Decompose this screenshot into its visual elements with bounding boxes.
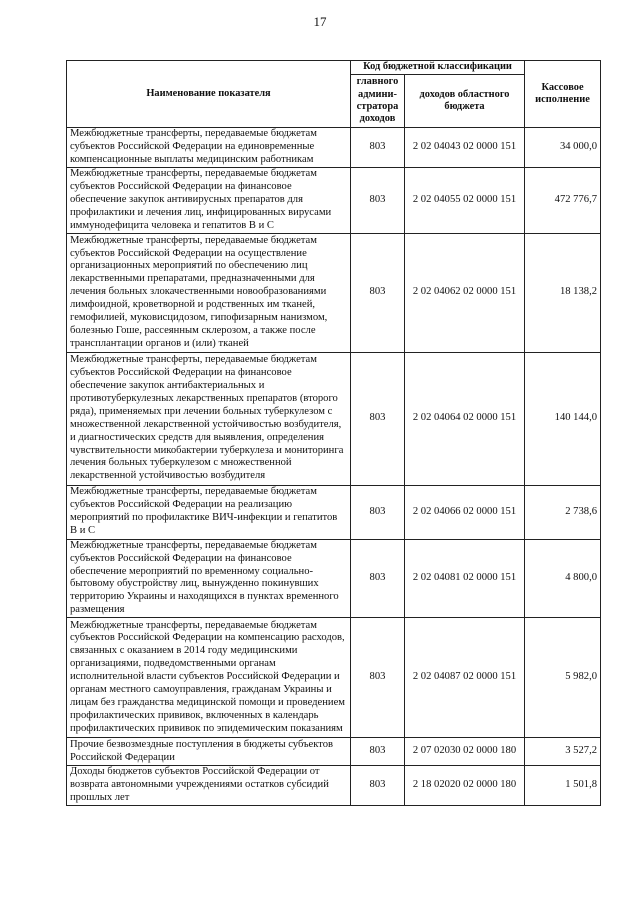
- row-amount: 1 501,8: [525, 766, 601, 806]
- row-admin-code: 803: [351, 167, 405, 233]
- row-amount: 140 144,0: [525, 352, 601, 485]
- table-row: [67, 233, 601, 352]
- row-amount: 5 982,0: [525, 618, 601, 738]
- row-name: Межбюджетные трансферты, передаваемые бюджетам субъектов Российской Федерации на финансовое обеспечение закупок антибактериальных и противотуберкулезных лекарственных препаратов (второго ряда), применяемых при лечении больных туберкулезом с множественной лекарственной устойчивостью возбудителя, и диагностических средств для выявления, определения чувствительности микобактерии туберкулеза и мониторинга лечения больных туберкулезом с множественной лекарственной устойчивостью возбудителя: [67, 352, 351, 485]
- header-income: доходов областного бюджета: [405, 75, 525, 128]
- table-row: [67, 485, 601, 539]
- header-execution: Кассовое исполнение: [525, 61, 601, 128]
- row-name: Межбюджетные трансферты, передаваемые бюджетам субъектов Российской Федерации на компенсацию расходов, связанных с оказанием в 2014 году медицинскими организациями, подведомственными органам исполнительной власти субъектов Российской Федерации и органам местного самоуправления, гражданам Украины и лицам без гражданства медицинской помощи и проведением профилактических прививок, включенных в календарь профилактических прививок по эпидемическим показаниям: [67, 618, 351, 738]
- row-admin-code: 803: [351, 128, 405, 168]
- row-name: Прочие безвозмездные поступления в бюджеты субъектов Российской Федерации: [67, 738, 351, 766]
- row-income-code: 2 02 04066 02 0000 151: [405, 485, 525, 539]
- row-income-code: 2 02 04055 02 0000 151: [405, 167, 525, 233]
- row-amount: 4 800,0: [525, 539, 601, 617]
- row-admin-code: 803: [351, 352, 405, 485]
- row-admin-code: 803: [351, 485, 405, 539]
- table-row: [67, 738, 601, 766]
- row-name: Межбюджетные трансферты, передаваемые бюджетам субъектов Российской Федерации на финансовое обеспечение мероприятий по временному социально-бытовому обустройству лиц, вынужденно покинувших территорию Украины и находящихся в пунктах временного размещения: [67, 539, 351, 617]
- row-amount: 18 138,2: [525, 233, 601, 352]
- row-income-code: 2 07 02030 02 0000 180: [405, 738, 525, 766]
- row-amount: 3 527,2: [525, 738, 601, 766]
- row-name: Межбюджетные трансферты, передаваемые бюджетам субъектов Российской Федерации на реализацию мероприятий по профилактике ВИЧ-инфекции и гепатитов В и С: [67, 485, 351, 539]
- row-income-code: 2 18 02020 02 0000 180: [405, 766, 525, 806]
- row-amount: 472 776,7: [525, 167, 601, 233]
- row-admin-code: 803: [351, 738, 405, 766]
- table-row: [67, 618, 601, 738]
- row-admin-code: 803: [351, 618, 405, 738]
- row-name: Межбюджетные трансферты, передаваемые бюджетам субъектов Российской Федерации на осуществление организационных мероприятий по обеспечению лиц лекарственными препаратами, предназначенными для лечения больных злокачественными новообразованиями лимфоидной, кроветворной и родственных им тканей, гемофилией, муковисцидозом, гипофизарным нанизмом, болезнью Гоше, рассеянным склерозом, а также после трансплантации органов и (или) тканей: [67, 233, 351, 352]
- header-classification: Код бюджетной классификации: [351, 61, 525, 75]
- row-income-code: 2 02 04064 02 0000 151: [405, 352, 525, 485]
- row-income-code: 2 02 04043 02 0000 151: [405, 128, 525, 168]
- row-income-code: 2 02 04062 02 0000 151: [405, 233, 525, 352]
- row-admin-code: 803: [351, 766, 405, 806]
- row-admin-code: 803: [351, 233, 405, 352]
- page-number: 17: [313, 14, 327, 29]
- row-amount: 2 738,6: [525, 485, 601, 539]
- table-row: [67, 167, 601, 233]
- row-name: Межбюджетные трансферты, передаваемые бюджетам субъектов Российской Федерации на единовременные компенсационные выплаты медицинским работникам: [67, 128, 351, 168]
- row-amount: 34 000,0: [525, 128, 601, 168]
- row-name: Доходы бюджетов субъектов Российской Федерации от возврата автономными учреждениями остатков субсидий прошлых лет: [67, 766, 351, 806]
- budget-table: [66, 60, 601, 806]
- row-name: Межбюджетные трансферты, передаваемые бюджетам субъектов Российской Федерации на финансовое обеспечение закупок антивирусных препаратов для профилактики и лечения лиц, инфицированных вирусами иммунодефицита человека и гепатитов В и С: [67, 167, 351, 233]
- header-name: Наименование показателя: [67, 61, 351, 128]
- row-admin-code: 803: [351, 539, 405, 617]
- row-income-code: 2 02 04081 02 0000 151: [405, 539, 525, 617]
- header-admin: главного админи-стратора доходов: [351, 75, 405, 128]
- table-row: [67, 539, 601, 617]
- table-row: [67, 128, 601, 168]
- row-income-code: 2 02 04087 02 0000 151: [405, 618, 525, 738]
- table-row: [67, 766, 601, 806]
- table-row: [67, 352, 601, 485]
